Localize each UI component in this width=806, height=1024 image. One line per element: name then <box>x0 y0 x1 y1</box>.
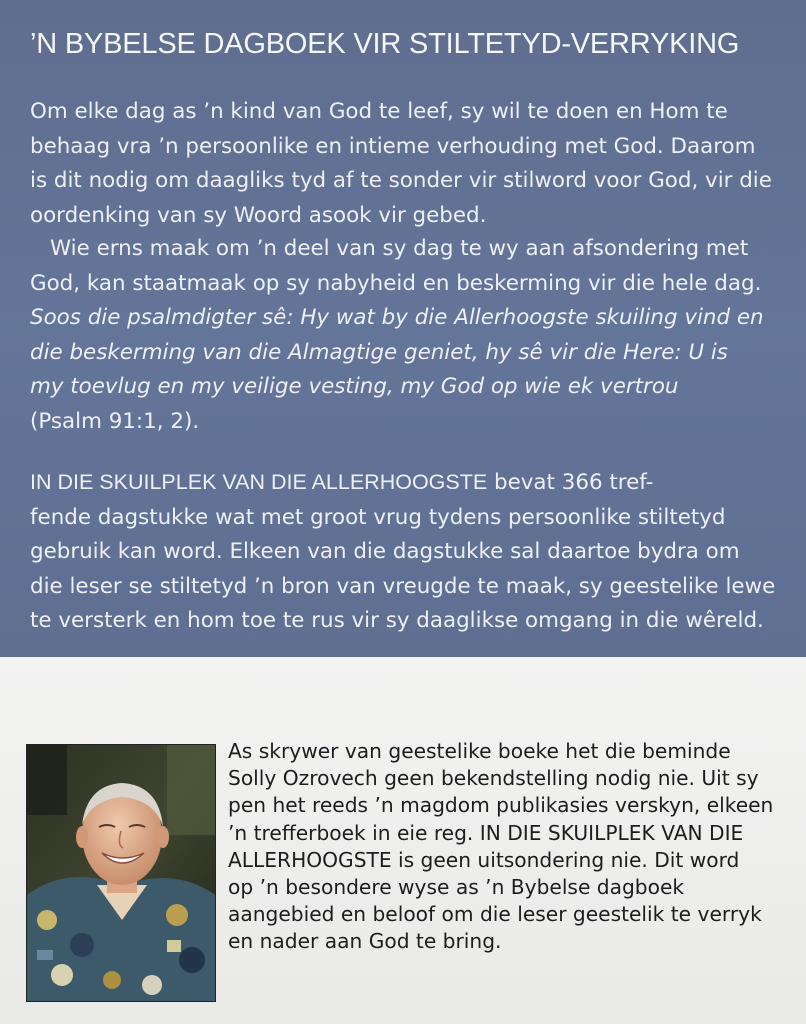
intro-line: behaag vra ’n persoonlike en intieme verhouding met God. Daarom <box>30 133 756 159</box>
description-line: fende dagstukke wat met groot vrug tydens persoonlike stiltetyd <box>30 504 726 530</box>
psalm-quote-line: my toevlug en my veilige vesting, my God op wie ek vertrou <box>30 374 679 399</box>
intro-line: oordenking van sy Woord asook vir gebed. <box>30 202 487 228</box>
author-photo <box>26 744 216 1002</box>
description-first-line <box>30 465 775 501</box>
bio-line: ALLERHOOGSTE is geen uitsondering nie. Dit word <box>228 847 740 872</box>
bio-line: en nader aan God te bring. <box>228 929 502 954</box>
book-description <box>30 465 775 639</box>
description-line: gebruik kan word. Elkeen van die dagstukke sal daartoe bydra om <box>30 539 740 564</box>
bio-line: Solly Ozrovech geen bekendstelling nodig nie. Uit sy <box>228 766 759 791</box>
book-title: IN DIE SKUILPLEK VAN DIE ALLERHOOGSTE <box>30 470 488 494</box>
bio-line: op ’n besondere wyse as ’n Bybelse dagboek <box>228 875 685 900</box>
psalm-quote-line: die beskerming van die Almagtige geniet, hy sê vir die Here: U is <box>30 339 728 365</box>
psalm-paragraph <box>30 232 764 439</box>
bio-line: As skrywer van geestelike boeke het die beminde <box>228 739 731 763</box>
bio-line: aangebied en beloof om die leser geestelik te verryk <box>228 902 762 927</box>
intro-line: is dit nodig om daagliks tyd af te sonder vir stilword voor God, vir die <box>30 168 772 193</box>
bio-line: ’n trefferboek in eie reg. IN DIE SKUILPLEK VAN DIE <box>228 820 744 845</box>
intro-line: Om elke dag as ’n kind van God te leef, sy wil te doen en Hom te <box>30 99 728 124</box>
author-bio <box>228 738 773 956</box>
description-line: te versterk en hom toe te rus vir sy daaglikse omgang in die wêreld. <box>30 608 764 633</box>
intro-paragraph <box>30 95 772 233</box>
psalm-reference: (Psalm 91:1, 2). <box>30 408 200 434</box>
cover-heading: ’N BYBELSE DAGBOEK VIR STILTETYD-VERRYKING <box>30 28 740 60</box>
bio-line: pen het reeds ’n magdom publikasies verskyn, elkeen <box>228 793 774 818</box>
psalm-line: Wie erns maak om ’n deel van sy dag te wy aan afsondering met <box>50 236 749 261</box>
description-line: die leser se stiltetyd ’n bron van vreugde te maak, sy geestelike lewe <box>30 573 776 599</box>
description-line-rest: bevat 366 tref- <box>487 470 654 495</box>
psalm-quote-line: Soos die psalmdigter sê: Hy wat by die Allerhoogste skuiling vind en <box>30 305 764 330</box>
psalm-line: God, kan staatmaak op sy nabyheid en beskerming vir die hele dag. <box>30 270 762 296</box>
